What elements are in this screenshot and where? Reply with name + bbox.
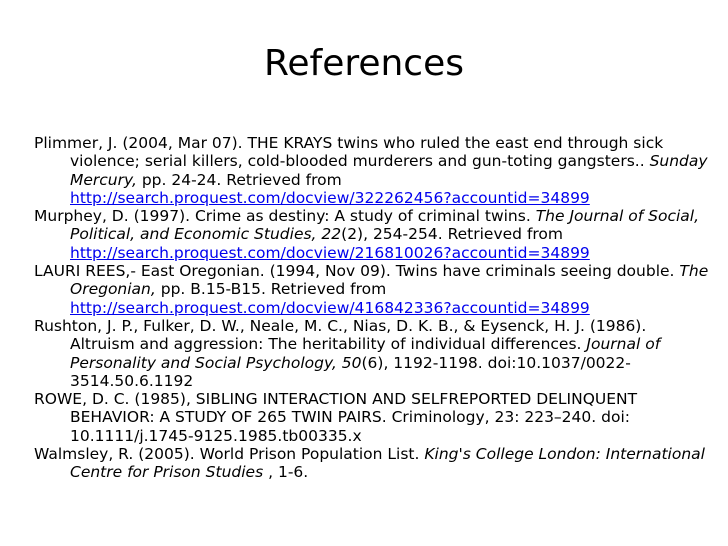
reference-source: The Journal of Social, Political, and Economic Studies, 22 (70, 207, 699, 244)
reference-item (34, 262, 710, 317)
reference-list (34, 134, 710, 482)
reference-text: Rushton, J. P., Fulker, D. W., Neale, M. C., Nias, D. K. B., & Eysenck, H. J. (1986). Altruism and aggression: The heritability of individual differences. (34, 316, 647, 354)
reference-text-after: , 1-6. (263, 463, 309, 482)
reference-text-after: pp. B.15-B15. Retrieved from (155, 280, 387, 299)
reference-item (34, 390, 710, 445)
reference-item (34, 207, 710, 262)
reference-text-after: (6), 1192-1198. doi:10.1037/0022-3514.50.6.1192 (70, 353, 631, 390)
reference-text-after: (2), 254-254. Retrieved from (341, 225, 564, 244)
reference-item (34, 317, 710, 390)
reference-text: LAURI REES,- East Oregonian. (1994, Nov 09). Twins have criminals seeing double. (34, 262, 680, 281)
reference-link[interactable]: http://search.proquest.com/docview/322262456?accountid=34899 (70, 188, 590, 207)
reference-item (34, 445, 710, 482)
reference-item (34, 134, 710, 207)
reference-link[interactable]: http://search.proquest.com/docview/216810026?accountid=34899 (70, 243, 590, 262)
reference-text: Murphey, D. (1997). Crime as destiny: A study of criminal twins. (34, 207, 536, 226)
reference-link[interactable]: http://search.proquest.com/docview/416842336?accountid=34899 (70, 298, 590, 317)
reference-text-after: pp. 24-24. Retrieved from (136, 170, 342, 189)
reference-text: ROWE, D. C. (1985), SIBLING INTERACTION AND SELFREPORTED DELINQUENT BEHAVIOR: A STUDY OF 265 TWIN PAIRS. Criminology, 23: 223–240. doi: 10.1111/j.1745-9125.1985.tb00335.x (34, 390, 638, 445)
reference-source: Journal of Personality and Social Psychology, 50 (70, 335, 661, 372)
reference-text: Plimmer, J. (2004, Mar 07). THE KRAYS twins who ruled the east end through sick violence; serial killers, cold-blooded murderers and gun-toting gangsters.. (34, 134, 664, 171)
reference-source: King's College London: International Centre for Prison Studies (70, 445, 705, 482)
slide-title: References (263, 43, 465, 84)
reference-text: Walmsley, R. (2005). World Prison Population List. (34, 445, 425, 464)
reference-source: The Oregonian, (70, 262, 709, 299)
reference-source: Sunday Mercury, (70, 152, 708, 189)
